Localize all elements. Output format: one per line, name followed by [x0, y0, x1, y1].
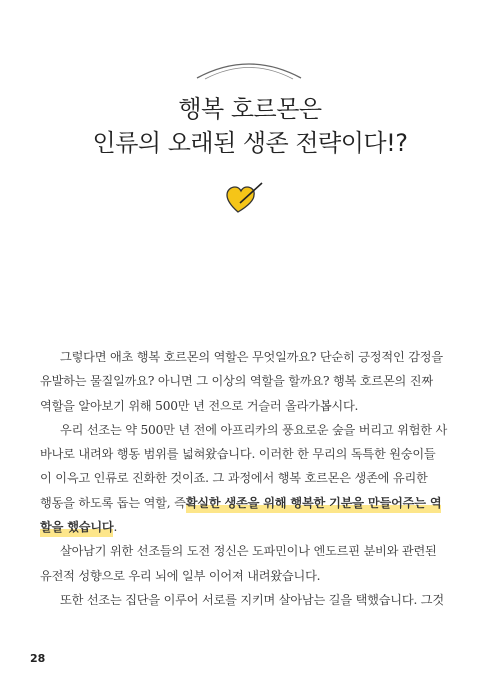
- paragraph-2-line-4-text: 행동을 하도록 돕는 역할, 즉: [40, 495, 186, 510]
- page-title: [0, 92, 500, 160]
- paragraph-4-line-1: 또한 선조는 집단을 이루어 서로를 지키며 살아남는 길을 택했습니다. 그것: [60, 592, 444, 607]
- paragraph-2-line-2: 바나로 내려와 행동 범위를 넓혀왔습니다. 이러한 한 무리의 독특한 원숭이들: [40, 447, 436, 462]
- title-line-1: 행복 호르몬은: [178, 95, 322, 123]
- title-line-2: 인류의 오래된 생존 전략이다!?: [92, 129, 408, 157]
- paragraph-1-line-3: 역할을 알아보기 위해 500만 년 전으로 거슬러 올라가봅시다.: [40, 398, 359, 413]
- page-number: 28: [30, 652, 46, 665]
- paragraph-2-line-5: [40, 515, 465, 539]
- paragraph-2-line-5-end: .: [113, 520, 118, 535]
- heart-pen-icon: [226, 182, 264, 216]
- highlighted-text-1: 확실한 생존을 위해 행복한 기분을 만들어주는 역: [186, 491, 442, 515]
- body-text: [40, 345, 465, 612]
- arc-ornament-icon: [193, 58, 305, 80]
- paragraph-3-line-1: 살아남기 위한 선조들의 도전 정신은 도파민이나 엔도르핀 분비와 관련된: [60, 544, 437, 559]
- paragraph-1-line-2: 유발하는 물질일까요? 아니면 그 이상의 역할을 할까요? 행복 호르몬의 진짜: [40, 374, 433, 389]
- paragraph-2-line-1: 우리 선조는 약 500만 년 전에 아프리카의 풍요로운 숲을 버리고 위험한 사: [60, 422, 448, 437]
- paragraph-2-line-4: [40, 491, 465, 515]
- paragraph-2-line-3: 이 이윽고 인류로 진화한 것이죠. 그 과정에서 행복 호르몬은 생존에 유리한: [40, 471, 428, 486]
- highlighted-text-2: 할을 했습니다: [40, 515, 113, 539]
- paragraph-3-line-2: 유전적 성향으로 우리 뇌에 일부 이어져 내려왔습니다.: [40, 568, 321, 583]
- paragraph-1-line-1: 그렇다면 애초 행복 호르몬의 역할은 무엇일까요? 단순히 긍정적인 감정을: [60, 350, 443, 364]
